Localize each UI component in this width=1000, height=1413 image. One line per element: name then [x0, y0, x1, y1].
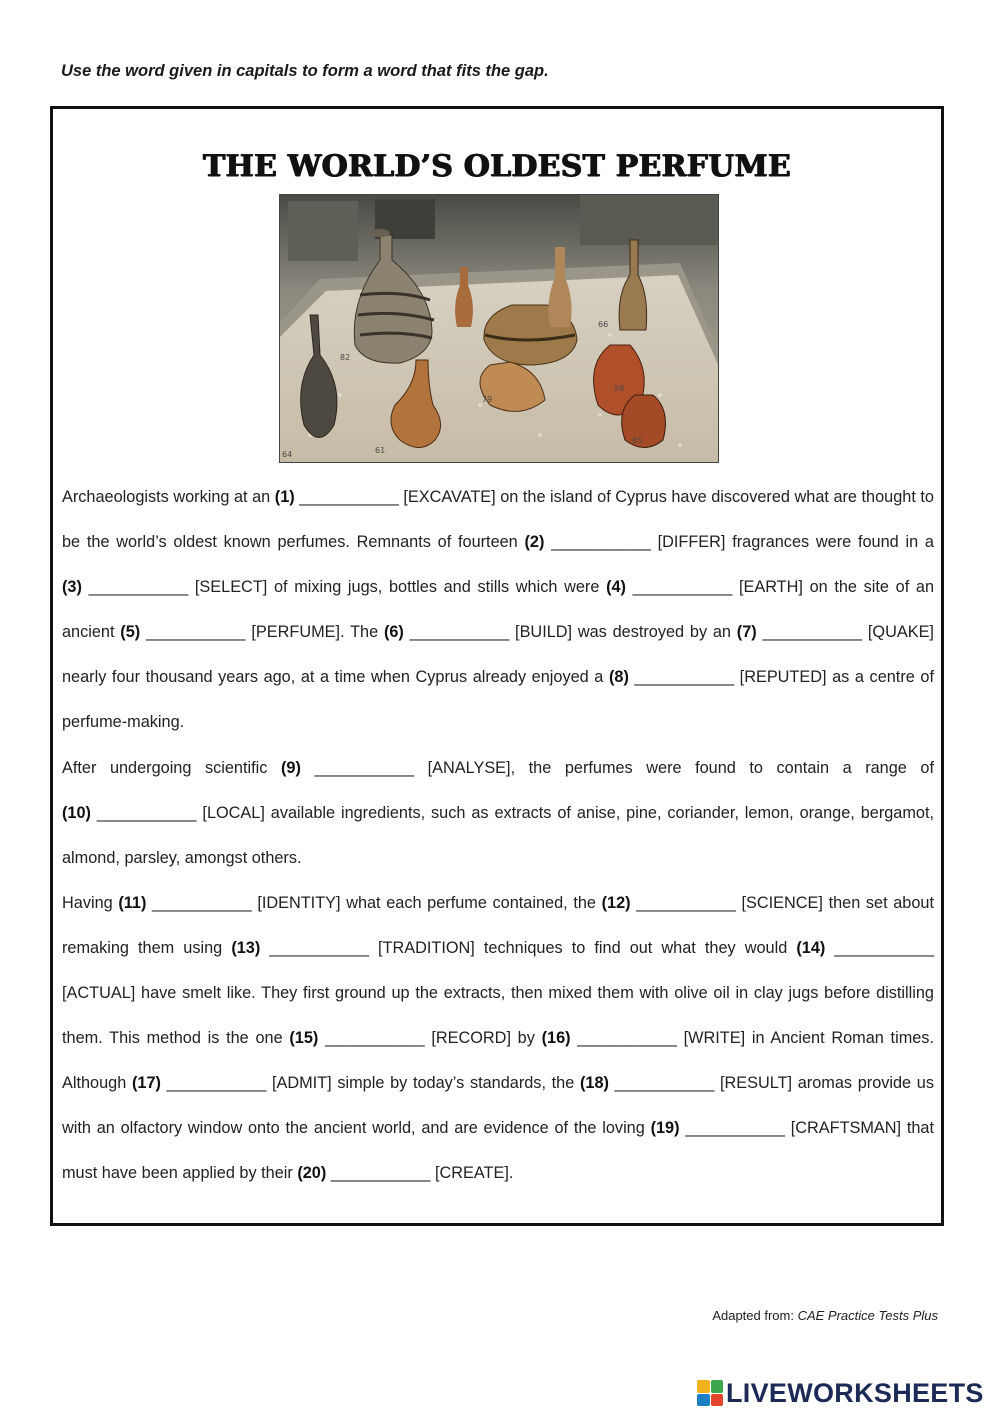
gap-number: (15) — [289, 1029, 319, 1048]
gap-number: (12) — [601, 893, 631, 912]
text-segment: then set about remaking them using — [62, 893, 934, 957]
gap-number: (6) — [383, 623, 404, 642]
gap-5[interactable] — [120, 623, 340, 641]
photo-label: 65 — [632, 436, 643, 445]
gap-blank[interactable]: ___________ — [166, 1074, 267, 1093]
photo-label: 82 — [340, 353, 351, 362]
paragraph-3 — [62, 881, 934, 1197]
gap-2[interactable] — [525, 533, 726, 551]
gap-keyword: [TRADITION] — [378, 938, 475, 957]
logo-square — [697, 1380, 710, 1393]
text-segment: was destroyed by an — [572, 623, 737, 642]
gap-blank[interactable]: ___________ — [614, 1074, 715, 1093]
photo-illustration — [280, 195, 719, 463]
gap-number: (18) — [579, 1074, 609, 1093]
gap-keyword: [WRITE] — [683, 1029, 746, 1048]
gap-number: (19) — [650, 1119, 680, 1138]
gap-number: (13) — [231, 938, 261, 957]
gap-keyword: [SCIENCE] — [741, 893, 823, 912]
gap-keyword: [CREATE] — [434, 1164, 509, 1183]
worksheet-title: THE WORLD’S OLDEST PERFUME — [202, 149, 792, 184]
gap-blank[interactable]: ___________ — [409, 623, 510, 642]
gap-keyword: [ACTUAL] — [62, 984, 136, 1003]
text-segment: nearly four thousand years ago, at a time when Cyprus already enjoyed a — [62, 668, 609, 687]
gap-19[interactable] — [651, 1119, 785, 1137]
gap-keyword: [IDENTITY] — [257, 893, 341, 912]
gap-number: (9) — [280, 758, 301, 777]
gap-keyword: [PERFUME] — [251, 623, 341, 642]
source-credit — [712, 1308, 938, 1323]
gap-17[interactable] — [132, 1074, 332, 1092]
text-segment: Having — [62, 893, 119, 912]
gap-blank[interactable]: ___________ — [146, 623, 246, 642]
text-segment: available ingredients, such as extracts of anise, pine, coriander, lemon, orange, bergamot, almond, parsley, amongst others. — [62, 803, 935, 867]
text-segment: techniques to find out what they would — [474, 938, 797, 957]
gap-keyword: [LOCAL] — [202, 803, 265, 822]
text-segment: in Ancient Roman times. Although — [62, 1029, 934, 1093]
gap-keyword: [EXCAVATE] — [403, 488, 496, 506]
gap-15[interactable] — [289, 1029, 511, 1047]
text-segment: that must have been applied by their — [62, 1119, 935, 1183]
text-segment: fragrances were found in a — [725, 533, 934, 552]
gap-keyword: [SELECT] — [194, 578, 268, 597]
gap-number: (8) — [608, 668, 629, 687]
gap-blank[interactable]: ___________ — [330, 1164, 431, 1183]
gap-13[interactable] — [231, 939, 475, 957]
gap-number: (10) — [62, 803, 91, 822]
gap-number: (2) — [524, 533, 545, 552]
gap-keyword: [QUAKE] — [867, 623, 934, 642]
gap-blank[interactable]: ___________ — [88, 578, 189, 597]
paragraph-1 — [62, 475, 934, 746]
paragraph-2 — [62, 746, 934, 881]
gap-blank[interactable]: ___________ — [834, 938, 934, 957]
gap-12[interactable] — [602, 894, 823, 912]
gap-1[interactable] — [275, 488, 496, 506]
exercise-frame — [50, 106, 944, 1226]
gap-blank[interactable]: ___________ — [577, 1029, 677, 1048]
text-segment: aromas provide us with an olfactory window onto the ancient world, and are evidence of the loving — [62, 1074, 934, 1138]
text-segment: . The — [340, 623, 384, 642]
gap-9[interactable] — [281, 759, 511, 777]
gap-blank[interactable]: ___________ — [551, 533, 651, 552]
logo-square — [711, 1380, 724, 1393]
logo-square — [697, 1394, 710, 1407]
credit-source: CAE Practice Tests Plus — [797, 1308, 938, 1323]
gap-number: (5) — [120, 623, 141, 642]
gap-keyword: [RECORD] — [431, 1029, 511, 1048]
gap-blank[interactable]: ___________ — [325, 1029, 425, 1048]
gap-keyword: [CRAFTSMAN] — [790, 1119, 902, 1138]
credit-prefix: Adapted from: — [712, 1308, 798, 1323]
text-segment: have smelt like. They first ground up the extracts, then mixed them with olive oil in clay jugs before distilling them. This method is the one — [62, 984, 934, 1048]
exercise-text — [62, 475, 934, 1197]
text-segment: on the site of an ancient — [62, 578, 935, 642]
text-segment: After undergoing scientific — [62, 758, 281, 777]
text-segment: what each perfume contained, the — [340, 893, 602, 912]
gap-keyword: [ADMIT] — [271, 1074, 332, 1093]
photo-label: 58 — [614, 384, 625, 393]
photo-label: 64 — [282, 450, 293, 459]
gap-keyword: [DIFFER] — [657, 533, 726, 552]
text-segment: simple by today’s standards, the — [331, 1074, 580, 1093]
text-segment: , the perfumes were found to contain a range of — [510, 758, 934, 777]
gap-number: (11) — [118, 893, 147, 912]
gap-keyword: [RESULT] — [719, 1074, 793, 1093]
gap-keyword: [BUILD] — [515, 623, 573, 642]
gap-number: (1) — [274, 488, 295, 506]
gap-blank[interactable]: ___________ — [632, 578, 733, 597]
gap-7[interactable] — [737, 623, 862, 641]
gap-keyword: [ANALYSE] — [427, 758, 511, 777]
gap-18[interactable] — [580, 1074, 792, 1092]
gap-blank[interactable]: ___________ — [636, 893, 736, 912]
gap-3[interactable] — [62, 578, 267, 596]
gap-number: (3) — [62, 578, 82, 597]
photo-label: 79 — [482, 395, 493, 404]
gap-16[interactable] — [542, 1029, 746, 1047]
ancient-perfume-jugs-photo — [279, 194, 719, 463]
gap-number: (4) — [606, 578, 626, 597]
text-segment: Archaeologists working at an — [62, 488, 275, 506]
text-segment: as a centre of perfume-making. — [62, 668, 934, 732]
gap-8[interactable] — [609, 668, 827, 686]
liveworksheets-logo-icon — [697, 1380, 723, 1406]
gap-number: (14) — [796, 938, 826, 957]
gap-4[interactable] — [606, 578, 803, 596]
text-segment: . — [508, 1164, 514, 1183]
gap-blank[interactable]: ___________ — [96, 803, 197, 822]
gap-number: (16) — [541, 1029, 571, 1048]
gap-blank[interactable]: ___________ — [762, 623, 863, 642]
gap-20[interactable] — [297, 1164, 509, 1182]
gap-blank[interactable]: ___________ — [314, 758, 415, 777]
text-segment: on the island of Cyprus have discovered what are thought to be the world’s oldest known perfumes. Remnants of fourteen — [62, 488, 934, 552]
gap-blank[interactable]: ___________ — [634, 668, 735, 687]
gap-6[interactable] — [384, 623, 572, 641]
instruction-text: Use the word given in capitals to form a word that fits the gap. — [61, 62, 549, 80]
gap-blank[interactable]: ___________ — [685, 1119, 785, 1138]
gap-keyword: [EARTH] — [738, 578, 803, 597]
text-segment: by — [510, 1029, 542, 1048]
gap-number: (17) — [131, 1074, 161, 1093]
photo-label: 61 — [375, 446, 386, 455]
liveworksheets-logo[interactable] — [697, 1375, 984, 1411]
gap-blank[interactable]: ___________ — [269, 938, 369, 957]
photo-label: 66 — [598, 320, 609, 329]
logo-text: LIVEWORKSHEETS — [726, 1377, 984, 1408]
gap-14[interactable] — [796, 939, 934, 957]
gap-11[interactable] — [118, 894, 340, 912]
text-segment: of mixing jugs, bottles and stills which were — [267, 578, 607, 597]
gap-blank[interactable]: ___________ — [299, 488, 399, 506]
gap-number: (20) — [297, 1164, 327, 1183]
gap-number: (7) — [736, 623, 757, 642]
gap-keyword: [REPUTED] — [739, 668, 827, 687]
gap-10[interactable] — [62, 804, 265, 822]
gap-blank[interactable]: ___________ — [152, 893, 252, 912]
logo-square — [711, 1394, 724, 1407]
